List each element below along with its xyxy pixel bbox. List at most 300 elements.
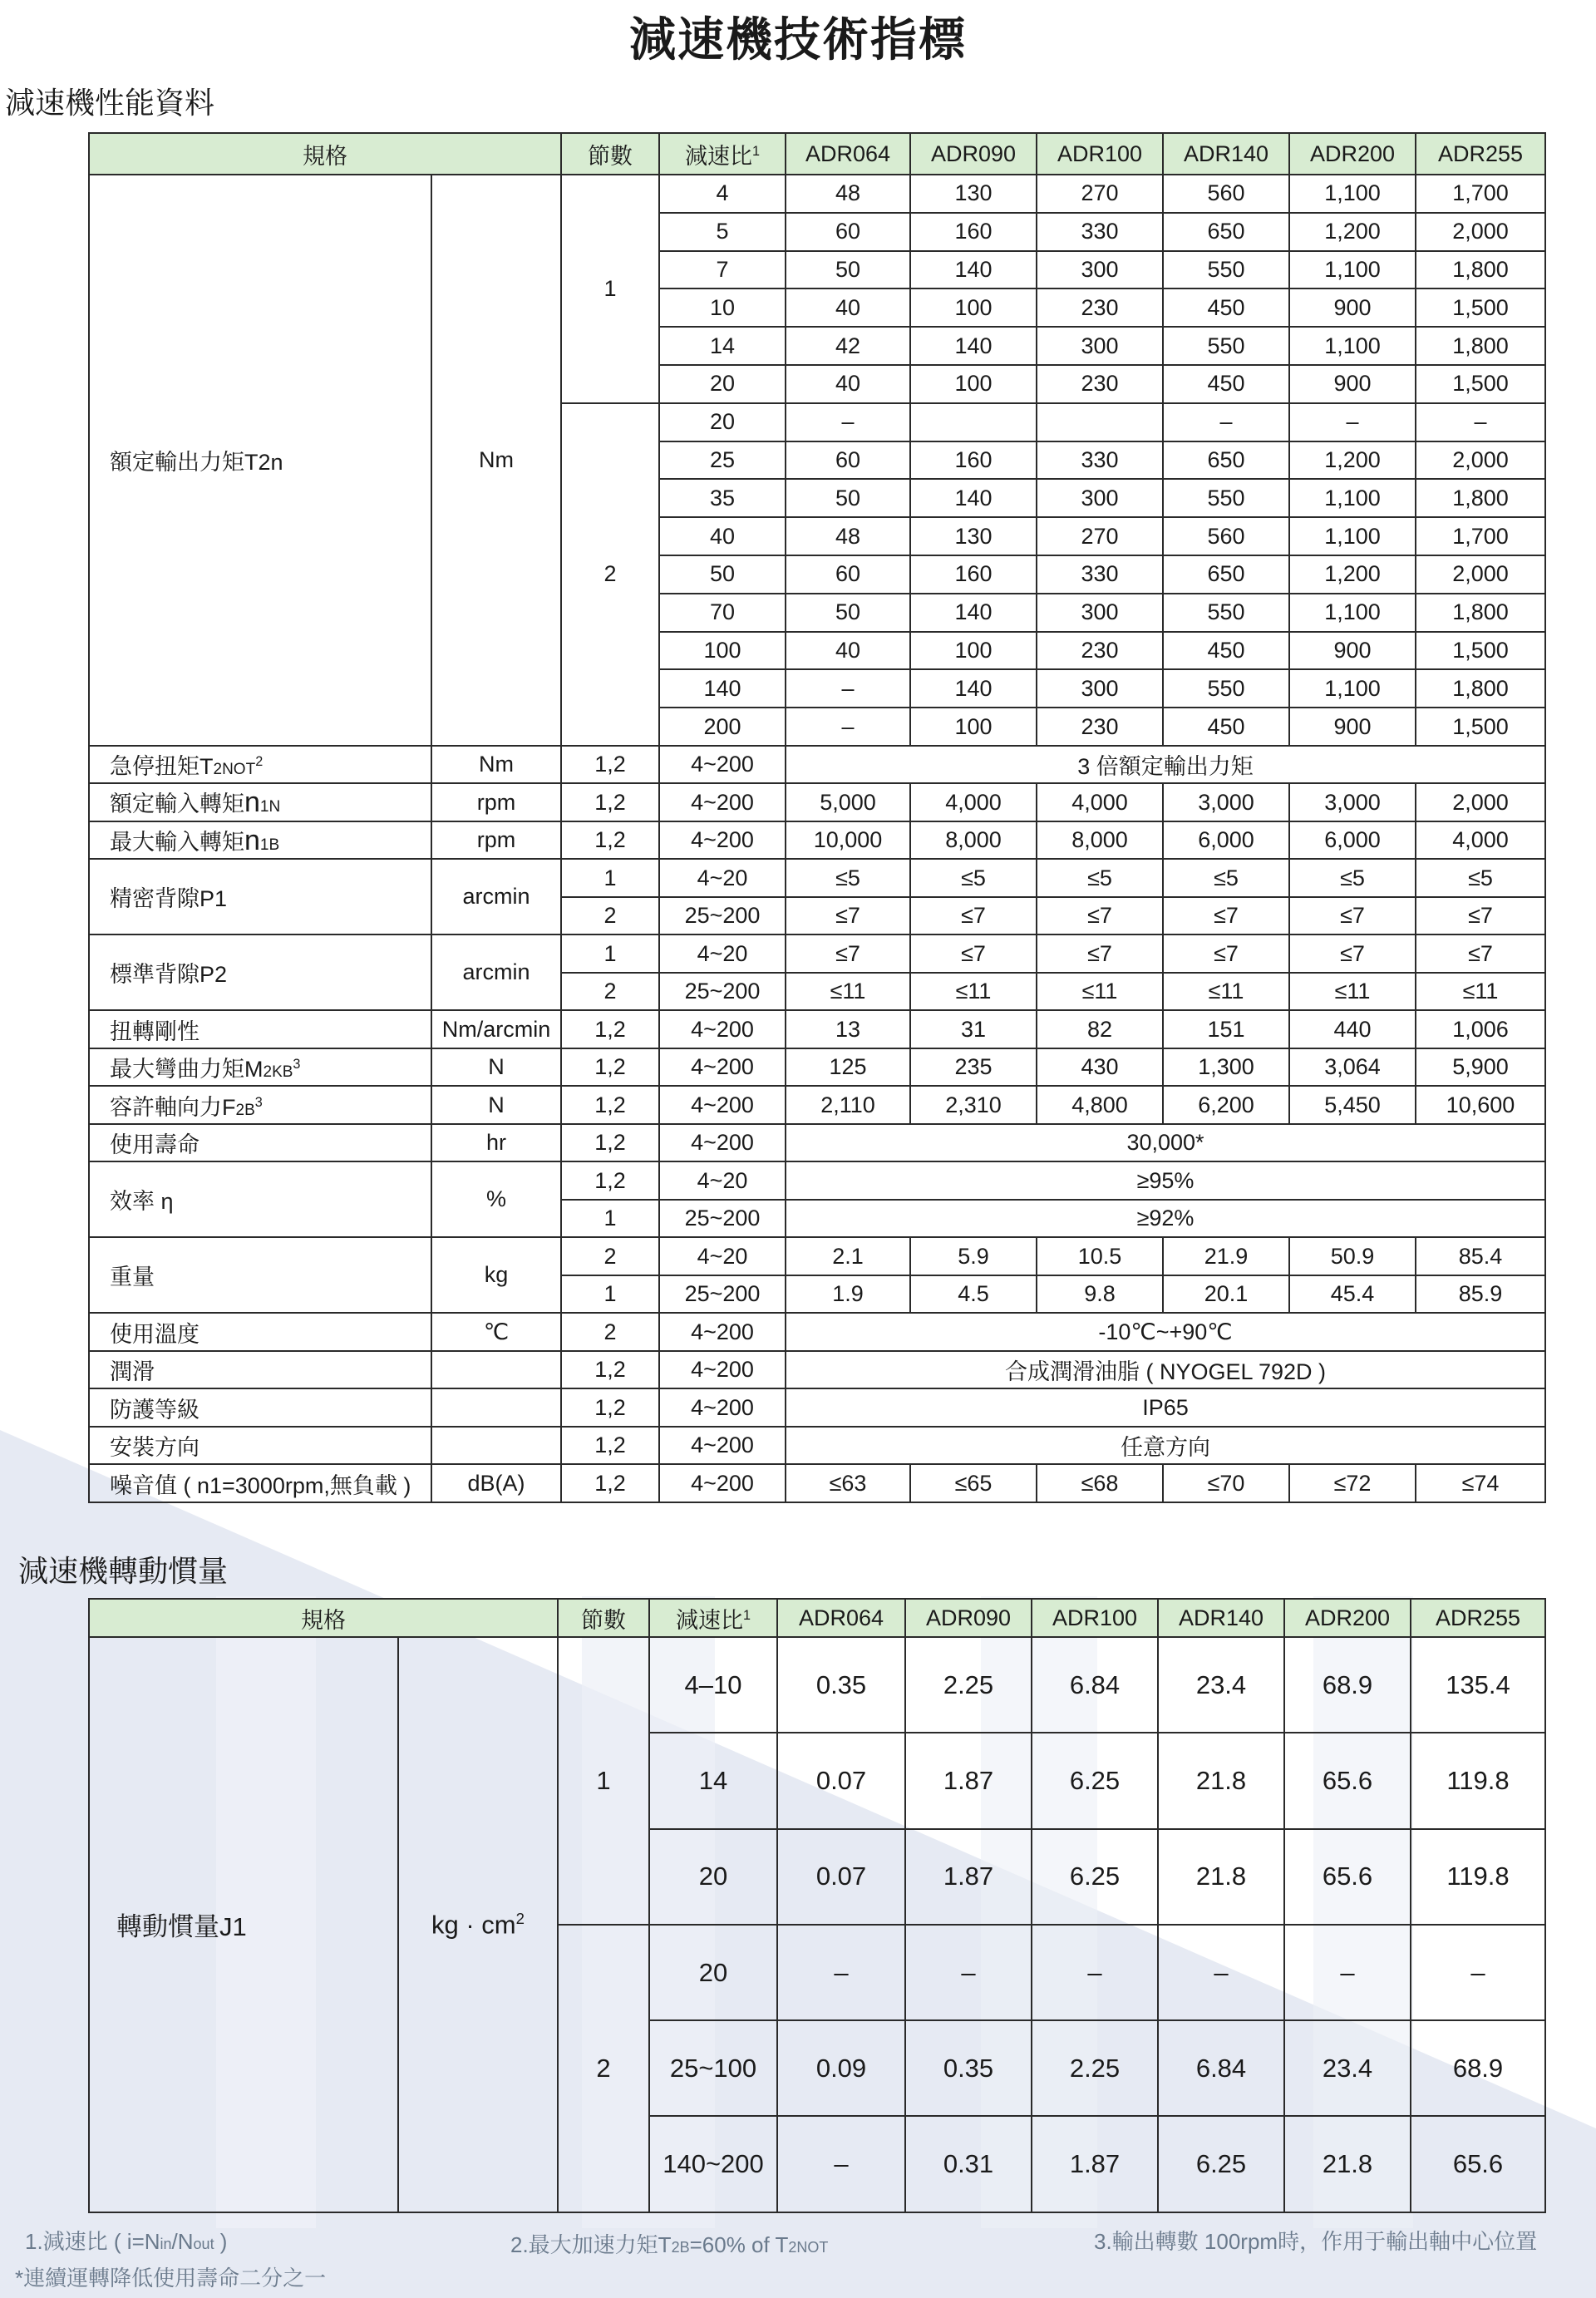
value-cell: 550 [1163, 479, 1289, 517]
value-cell: 550 [1163, 327, 1289, 365]
ratio-cell: 35 [659, 479, 786, 517]
value-cell: 1,200 [1289, 441, 1416, 480]
stage-cell: 2 [561, 973, 659, 1011]
ratio-cell: 4~20 [659, 859, 786, 897]
value-cell: 3 倍額定輸出力矩 [786, 746, 1545, 784]
ratio-cell: 40 [659, 517, 786, 555]
value-cell: – [777, 2116, 905, 2212]
value-cell: 1,700 [1416, 175, 1545, 213]
value-cell: ≤5 [1163, 859, 1289, 897]
section-title-performance: 減速機性能資料 [5, 86, 215, 121]
table-row [89, 1637, 1545, 1733]
header-stage: 節數 [561, 133, 659, 175]
value-cell: 2.25 [1032, 2020, 1158, 2116]
stage-cell: 1 [561, 1200, 659, 1238]
stage-cell: 1,2 [561, 746, 659, 784]
unit-cell: dB(A) [431, 1464, 561, 1502]
header-model: ADR090 [910, 133, 1037, 175]
value-cell: ≤7 [1416, 897, 1545, 935]
value-cell: 330 [1037, 213, 1163, 251]
unit-cell: % [431, 1161, 561, 1237]
value-cell: 40 [786, 365, 910, 403]
header-model: ADR100 [1037, 133, 1163, 175]
page-title: 減速機技術指標 [629, 13, 967, 67]
stage-cell: 1 [561, 175, 659, 403]
value-cell: 21.9 [1163, 1237, 1289, 1275]
value-cell: 合成潤滑油脂 ( NYOGEL 792D ) [786, 1351, 1545, 1389]
value-cell: 4.5 [910, 1275, 1037, 1314]
table-row [89, 859, 1545, 897]
stage-cell: 1,2 [561, 1048, 659, 1087]
value-cell: 100 [910, 288, 1037, 327]
value-cell: 85.9 [1416, 1275, 1545, 1314]
value-cell: 650 [1163, 213, 1289, 251]
stage-cell: 2 [561, 1313, 659, 1351]
stage-cell: 2 [561, 897, 659, 935]
stage-cell: 1,2 [561, 1124, 659, 1162]
value-cell: 85.4 [1416, 1237, 1545, 1275]
unit-cell: Nm/arcmin [431, 1010, 561, 1048]
value-cell: ≤7 [1163, 934, 1289, 973]
ratio-cell: 140 [659, 669, 786, 708]
table-row [89, 1124, 1545, 1162]
value-cell: 450 [1163, 365, 1289, 403]
value-cell: 8,000 [910, 821, 1037, 860]
stage-cell: 1,2 [561, 1010, 659, 1048]
value-cell: 1.87 [905, 1733, 1032, 1828]
value-cell: ≥92% [786, 1200, 1545, 1238]
value-cell: ≥95% [786, 1161, 1545, 1200]
value-cell: 60 [786, 441, 910, 480]
header-model: ADR200 [1284, 1599, 1411, 1637]
value-cell: 2,000 [1416, 213, 1545, 251]
ratio-cell: 14 [659, 327, 786, 365]
row-label: 安裝方向 [89, 1427, 431, 1465]
value-cell: 330 [1037, 555, 1163, 594]
unit-cell: rpm [431, 783, 561, 821]
ratio-cell: 4~200 [659, 783, 786, 821]
value-cell: 900 [1289, 288, 1416, 327]
value-cell: ≤11 [1289, 973, 1416, 1011]
value-cell: 1,500 [1416, 632, 1545, 670]
value-cell: 6.25 [1032, 1733, 1158, 1828]
value-cell: – [786, 708, 910, 746]
ratio-cell: 4~20 [659, 934, 786, 973]
ratio-cell: 4~200 [659, 1048, 786, 1087]
value-cell: 1,100 [1289, 251, 1416, 289]
header-model: ADR064 [786, 133, 910, 175]
value-cell: 10,000 [786, 821, 910, 860]
value-cell: 140 [910, 251, 1037, 289]
unit-cell: arcmin [431, 934, 561, 1010]
value-cell: 1,200 [1289, 555, 1416, 594]
value-cell: 6.84 [1158, 2020, 1284, 2116]
header-model: ADR140 [1158, 1599, 1284, 1637]
unit-cell [431, 1351, 561, 1389]
value-cell: 6.25 [1158, 2116, 1284, 2212]
value-cell: ≤70 [1163, 1464, 1289, 1502]
value-cell: 5.9 [910, 1237, 1037, 1275]
ratio-cell: 25~200 [659, 1200, 786, 1238]
torque-rows [89, 175, 1545, 746]
value-cell: 1.87 [905, 1829, 1032, 1925]
value-cell: ≤5 [1416, 859, 1545, 897]
value-cell: 140 [910, 669, 1037, 708]
value-cell: 2.1 [786, 1237, 910, 1275]
ratio-cell: 5 [659, 213, 786, 251]
value-cell: 65.6 [1284, 1829, 1411, 1925]
header-model: ADR090 [905, 1599, 1032, 1637]
ratio-cell: 20 [649, 1829, 777, 1925]
value-cell: 2,000 [1416, 441, 1545, 480]
value-cell: ≤7 [786, 897, 910, 935]
value-cell: – [1158, 1925, 1284, 2020]
inertia-rows [89, 1637, 1545, 2212]
value-cell: – [1032, 1925, 1158, 2020]
value-cell: 4,000 [1037, 783, 1163, 821]
stage-cell: 2 [561, 1237, 659, 1275]
value-cell: 1,100 [1289, 517, 1416, 555]
table-row [89, 175, 1545, 213]
ratio-cell: 25~200 [659, 1275, 786, 1314]
ratio-cell: 70 [659, 594, 786, 632]
header-model: ADR200 [1289, 133, 1416, 175]
value-cell: 560 [1163, 175, 1289, 213]
ratio-cell: 4~200 [659, 1010, 786, 1048]
value-cell: 68.9 [1284, 1637, 1411, 1733]
value-cell: 6,000 [1163, 821, 1289, 860]
value-cell: ≤5 [1037, 859, 1163, 897]
table-header-row [89, 1599, 1545, 1637]
row-label: 重量 [89, 1237, 431, 1313]
value-cell: 9.8 [1037, 1275, 1163, 1314]
stage-cell: 1 [558, 1637, 649, 1925]
value-cell: 140 [910, 479, 1037, 517]
value-cell: 1,800 [1416, 669, 1545, 708]
value-cell: 140 [910, 327, 1037, 365]
value-cell: 2,000 [1416, 783, 1545, 821]
header-stage: 節數 [558, 1599, 649, 1637]
value-cell: 2,110 [786, 1086, 910, 1124]
value-cell: -10℃~+90℃ [786, 1313, 1545, 1351]
value-cell: 82 [1037, 1010, 1163, 1048]
footnote-2: 2.最大加速力矩T2B=60% of T2NOT [510, 2232, 829, 2257]
value-cell: ≤5 [910, 859, 1037, 897]
value-cell: 10,600 [1416, 1086, 1545, 1124]
value-cell: 560 [1163, 517, 1289, 555]
table-row [89, 1048, 1545, 1087]
ratio-cell: 4~20 [659, 1237, 786, 1275]
value-cell: ≤11 [1163, 973, 1289, 1011]
row-label: 標準背隙P2 [89, 934, 431, 1010]
footnote-4: *連續運轉降低使用壽命二分之一 [15, 2266, 327, 2291]
value-cell: 550 [1163, 594, 1289, 632]
unit-cell: hr [431, 1124, 561, 1162]
value-cell: – [1411, 1925, 1545, 2020]
value-cell: 1,100 [1289, 479, 1416, 517]
value-cell: 119.8 [1411, 1733, 1545, 1828]
value-cell: 68.9 [1411, 2020, 1545, 2116]
value-cell: 140 [910, 594, 1037, 632]
ratio-cell: 4~200 [659, 1124, 786, 1162]
row-label: 急停扭矩T2NOT$^2$ [89, 746, 431, 784]
value-cell: 6,200 [1163, 1086, 1289, 1124]
ratio-cell: 20 [649, 1925, 777, 2020]
value-cell: 50 [786, 479, 910, 517]
value-cell: 21.8 [1158, 1829, 1284, 1925]
section-title-inertia: 減速機轉動慣量 [18, 1555, 229, 1589]
row-label: 潤滑 [89, 1351, 431, 1389]
value-cell: – [1163, 403, 1289, 441]
row-label: 最大彎曲力矩$M2KB^3$ [89, 1048, 431, 1087]
value-cell: 1,800 [1416, 327, 1545, 365]
value-cell: 42 [786, 327, 910, 365]
value-cell: – [905, 1925, 1032, 2020]
ratio-cell: 50 [659, 555, 786, 594]
value-cell: – [1284, 1925, 1411, 2020]
value-cell: 1.9 [786, 1275, 910, 1314]
table-row [89, 1086, 1545, 1124]
ratio-cell: 25~200 [659, 897, 786, 935]
value-cell: ≤7 [1037, 897, 1163, 935]
value-cell: 230 [1037, 288, 1163, 327]
row-label: 轉動慣量J1 [89, 1637, 398, 2212]
row-label: 容許軸向力$F2B^3$ [89, 1086, 431, 1124]
row-label: 額定輸入轉矩n1N [89, 783, 431, 821]
value-cell: 100 [910, 632, 1037, 670]
ratio-cell: 4~200 [659, 1313, 786, 1351]
value-cell: – [777, 1925, 905, 2020]
value-cell [910, 403, 1037, 441]
value-cell: 450 [1163, 708, 1289, 746]
value-cell: 3,000 [1289, 783, 1416, 821]
value-cell: 20.1 [1163, 1275, 1289, 1314]
value-cell: ≤7 [1416, 934, 1545, 973]
value-cell: 31 [910, 1010, 1037, 1048]
value-cell: 48 [786, 175, 910, 213]
value-cell: 10.5 [1037, 1237, 1163, 1275]
ratio-cell: 20 [659, 403, 786, 441]
header-spec: 規格 [89, 1599, 558, 1637]
value-cell: 23.4 [1284, 2020, 1411, 2116]
ratio-cell: 25~100 [649, 2020, 777, 2116]
ratio-cell: 7 [659, 251, 786, 289]
value-cell: 3,000 [1163, 783, 1289, 821]
value-cell: 45.4 [1289, 1275, 1416, 1314]
unit-cell: ℃ [431, 1313, 561, 1351]
value-cell: 4,000 [910, 783, 1037, 821]
value-cell: ≤68 [1037, 1464, 1163, 1502]
ratio-cell: 4~200 [659, 1351, 786, 1389]
value-cell: 300 [1037, 669, 1163, 708]
value-cell: 30,000* [786, 1124, 1545, 1162]
ratio-cell: 4~200 [659, 821, 786, 860]
value-cell: ≤7 [1289, 897, 1416, 935]
value-cell: 0.09 [777, 2020, 905, 2116]
value-cell: ≤7 [910, 934, 1037, 973]
stage-cell: 1 [561, 1275, 659, 1314]
value-cell: 440 [1289, 1010, 1416, 1048]
row-label: 扭轉剛性 [89, 1010, 431, 1048]
header-ratio: 減速比$^1$ [659, 133, 786, 175]
unit-cell: rpm [431, 821, 561, 860]
value-cell: 230 [1037, 365, 1163, 403]
value-cell: 100 [910, 708, 1037, 746]
value-cell: 135.4 [1411, 1637, 1545, 1733]
value-cell: 65.6 [1284, 1733, 1411, 1828]
value-cell: 0.31 [905, 2116, 1032, 2212]
ratio-cell: 25~200 [659, 973, 786, 1011]
ratio-cell: 4~200 [659, 746, 786, 784]
ratio-cell: 25 [659, 441, 786, 480]
value-cell: ≤7 [1037, 934, 1163, 973]
stage-cell: 2 [561, 403, 659, 746]
row-label: 使用壽命 [89, 1124, 431, 1162]
value-cell: 900 [1289, 632, 1416, 670]
value-cell: ≤11 [786, 973, 910, 1011]
spec-rows [89, 746, 1545, 1502]
stage-cell: 1,2 [561, 1388, 659, 1427]
value-cell: 1,300 [1163, 1048, 1289, 1087]
table-row [89, 1010, 1545, 1048]
value-cell: – [1289, 403, 1416, 441]
value-cell: 1,700 [1416, 517, 1545, 555]
table-row [89, 1464, 1545, 1502]
performance-table [88, 132, 1546, 1503]
value-cell: 130 [910, 175, 1037, 213]
value-cell: 1,800 [1416, 594, 1545, 632]
value-cell: – [786, 403, 910, 441]
value-cell: ≤72 [1289, 1464, 1416, 1502]
value-cell: 130 [910, 517, 1037, 555]
value-cell: 300 [1037, 479, 1163, 517]
value-cell: 1,100 [1289, 669, 1416, 708]
row-label: 防護等級 [89, 1388, 431, 1427]
value-cell: 6,000 [1289, 821, 1416, 860]
footnote-1: 1.減速比 ( i=Nin/Nout ) [25, 2229, 228, 2254]
value-cell: 50 [786, 251, 910, 289]
value-cell: 450 [1163, 288, 1289, 327]
ratio-cell: 10 [659, 288, 786, 327]
unit-cell [431, 1388, 561, 1427]
value-cell: 650 [1163, 555, 1289, 594]
header-model: ADR064 [777, 1599, 905, 1637]
value-cell: ≤11 [910, 973, 1037, 1011]
value-cell: 900 [1289, 365, 1416, 403]
unit-cell: kg · $cm^2$ [398, 1637, 558, 2212]
value-cell: 270 [1037, 517, 1163, 555]
ratio-cell: 14 [649, 1733, 777, 1828]
footnote-3: 3.輸出轉數 100rpm時，作用于輸出軸中心位置 [1094, 2229, 1538, 2254]
value-cell: 13 [786, 1010, 910, 1048]
value-cell: 40 [786, 288, 910, 327]
value-cell: ≤7 [910, 897, 1037, 935]
value-cell: ≤63 [786, 1464, 910, 1502]
value-cell: 100 [910, 365, 1037, 403]
value-cell: ≤5 [1289, 859, 1416, 897]
table-row [89, 746, 1545, 784]
table-header-row [89, 133, 1545, 175]
stage-cell: 1,2 [561, 783, 659, 821]
value-cell: 430 [1037, 1048, 1163, 1087]
value-cell: 1.87 [1032, 2116, 1158, 2212]
header-ratio: 減速比$^1$ [649, 1599, 777, 1637]
value-cell: 235 [910, 1048, 1037, 1087]
value-cell: 125 [786, 1048, 910, 1087]
value-cell: ≤11 [1416, 973, 1545, 1011]
unit-cell: kg [431, 1237, 561, 1313]
ratio-cell: 200 [659, 708, 786, 746]
value-cell: 330 [1037, 441, 1163, 480]
table-row [89, 1388, 1545, 1427]
value-cell [1037, 403, 1163, 441]
stage-cell: 1,2 [561, 821, 659, 860]
ratio-cell: 4~200 [659, 1388, 786, 1427]
value-cell: 40 [786, 632, 910, 670]
row-label: 最大輸入轉矩n1B [89, 821, 431, 860]
value-cell: 300 [1037, 594, 1163, 632]
value-cell: ≤5 [786, 859, 910, 897]
value-cell: – [786, 669, 910, 708]
value-cell: 0.07 [777, 1829, 905, 1925]
unit-cell: Nm [431, 746, 561, 784]
value-cell: ≤7 [1289, 934, 1416, 973]
value-cell: 21.8 [1284, 2116, 1411, 2212]
unit-cell: arcmin [431, 859, 561, 934]
stage-cell: 1,2 [561, 1351, 659, 1389]
table-row [89, 1237, 1545, 1275]
value-cell: 270 [1037, 175, 1163, 213]
stage-cell: 1,2 [561, 1161, 659, 1200]
value-cell: 4,800 [1037, 1086, 1163, 1124]
value-cell: 50 [786, 594, 910, 632]
value-cell: ≤7 [1163, 897, 1289, 935]
value-cell: 5,900 [1416, 1048, 1545, 1087]
stage-cell: 2 [558, 1925, 649, 2212]
value-cell: ≤7 [786, 934, 910, 973]
value-cell: – [1416, 403, 1545, 441]
ratio-cell: 140~200 [649, 2116, 777, 2212]
value-cell: 160 [910, 441, 1037, 480]
value-cell: 1,100 [1289, 175, 1416, 213]
value-cell: 2,310 [910, 1086, 1037, 1124]
value-cell: 1,500 [1416, 288, 1545, 327]
value-cell: 550 [1163, 251, 1289, 289]
table-row [89, 783, 1545, 821]
value-cell: 0.35 [905, 2020, 1032, 2116]
value-cell: 1,100 [1289, 327, 1416, 365]
value-cell: 2.25 [905, 1637, 1032, 1733]
ratio-cell: 100 [659, 632, 786, 670]
value-cell: 6.84 [1032, 1637, 1158, 1733]
value-cell: 60 [786, 213, 910, 251]
unit-cell [431, 1427, 561, 1465]
value-cell: 160 [910, 555, 1037, 594]
table-row [89, 934, 1545, 973]
row-label: 效率 η [89, 1161, 431, 1237]
table-row [89, 1351, 1545, 1389]
header-model: ADR100 [1032, 1599, 1158, 1637]
value-cell: 650 [1163, 441, 1289, 480]
value-cell: 3,064 [1289, 1048, 1416, 1087]
value-cell: 900 [1289, 708, 1416, 746]
value-cell: 5,450 [1289, 1086, 1416, 1124]
value-cell: 300 [1037, 327, 1163, 365]
ratio-cell: 20 [659, 365, 786, 403]
value-cell: 230 [1037, 632, 1163, 670]
value-cell: 1,500 [1416, 708, 1545, 746]
value-cell: 50.9 [1289, 1237, 1416, 1275]
